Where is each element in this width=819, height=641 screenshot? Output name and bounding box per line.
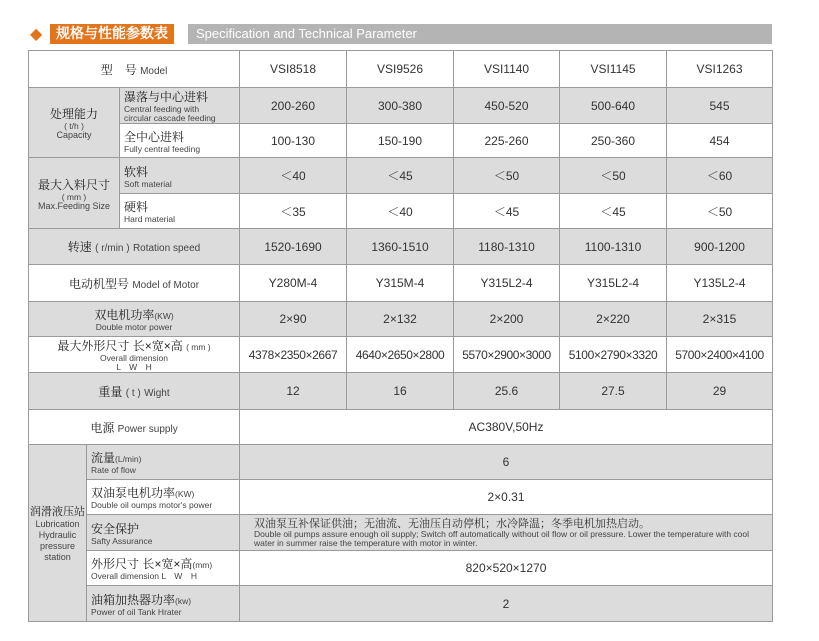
motor-model-label: 电动机型号 Model of Motor xyxy=(29,265,240,302)
feed-hard-cell: ＜35 xyxy=(240,194,347,229)
capacity-central-cell: 100-130 xyxy=(240,124,347,158)
model-label: 型 号 Model xyxy=(29,51,240,88)
row-weight xyxy=(29,373,773,410)
feed-soft-cell: ＜40 xyxy=(240,158,347,194)
dimension-cell: 4640×2650×2800 xyxy=(347,337,454,373)
dimension-cell: 4378×2350×2667 xyxy=(240,337,347,373)
capacity-cascade-cell: 500-640 xyxy=(560,88,667,124)
power-supply-value: AC380V,50Hz xyxy=(240,410,773,445)
model-cell: VSI8518 xyxy=(240,51,347,88)
hyd-flow-value: 6 xyxy=(240,445,773,480)
motor-model-cell: Y315M-4 xyxy=(347,265,454,302)
hyd-heater-value: 2 xyxy=(240,586,773,622)
dimension-label: 最大外形尺寸 长×宽×高 ( mm ) Overall dimension L W H xyxy=(29,337,240,373)
capacity-central-cell: 454 xyxy=(667,124,773,158)
model-cell: VSI1263 xyxy=(667,51,773,88)
feed-soft-label: 软料 Soft material xyxy=(120,158,240,194)
capacity-central-label: 全中心进料 Fully central feeding xyxy=(120,124,240,158)
capacity-label: 处理能力 ( t/h ) Capacity xyxy=(29,88,120,158)
feed-hard-cell: ＜45 xyxy=(560,194,667,229)
max-feed-label: 最大入料尺寸 ( mm ) Max.Feeding Size xyxy=(29,158,120,229)
row-motor-power xyxy=(29,302,773,337)
model-cell: VSI1145 xyxy=(560,51,667,88)
row-hyd-size xyxy=(29,551,773,586)
hyd-pump-value: 2×0.31 xyxy=(240,480,773,515)
weight-cell: 12 xyxy=(240,373,347,410)
feed-hard-label: 硬料 Hard material xyxy=(120,194,240,229)
hyd-heater-label: 油箱加热器功率(kw) Power of oil Tank Hrater xyxy=(87,586,240,622)
feed-soft-cell: ＜50 xyxy=(454,158,560,194)
speed-cell: 1360-1510 xyxy=(347,229,454,265)
capacity-cascade-label: 瀑落与中心进料 Central feeding with circular cascade feeding xyxy=(120,88,240,124)
capacity-cascade-cell: 200-260 xyxy=(240,88,347,124)
diamond-icon: ◆ xyxy=(30,24,43,43)
row-dimension xyxy=(29,337,773,373)
hyd-pump-label: 双油泵电机功率(KW) Double oil oumps motor's power xyxy=(87,480,240,515)
speed-cell: 1100-1310 xyxy=(560,229,667,265)
row-hyd-safety xyxy=(29,515,773,551)
feed-soft-cell: ＜45 xyxy=(347,158,454,194)
speed-cell: 1180-1310 xyxy=(454,229,560,265)
speed-label: 转速 ( r/min ) Rotation speed xyxy=(29,229,240,265)
row-hyd-heater xyxy=(29,586,773,622)
hyd-safety-value: 双油泵互补保证供油；无油流、无油压自动停机；水冷降温；冬季电机加热启动。 Double oil pumps assure enough oil supply; Switch off automatically without oil flow or oil pressure. Lower the temperature with cool water in summer raise the temperature with motor in winter. xyxy=(240,515,773,551)
power-supply-label: 电源 Power supply xyxy=(29,410,240,445)
capacity-cascade-cell: 300-380 xyxy=(347,88,454,124)
row-hyd-pump xyxy=(29,480,773,515)
feed-hard-cell: ＜50 xyxy=(667,194,773,229)
row-hyd-flow xyxy=(29,445,773,480)
title-chinese: 规格与性能参数表 xyxy=(50,24,174,44)
spec-table xyxy=(28,50,773,622)
motor-model-cell: Y280M-4 xyxy=(240,265,347,302)
motor-power-cell: 2×315 xyxy=(667,302,773,337)
motor-model-cell: Y315L2-4 xyxy=(560,265,667,302)
feed-soft-cell: ＜60 xyxy=(667,158,773,194)
row-model xyxy=(29,51,773,88)
model-cell: VSI9526 xyxy=(347,51,454,88)
feed-hard-cell: ＜40 xyxy=(347,194,454,229)
title-bar xyxy=(30,24,772,44)
motor-power-label: 双电机功率(KW) Double motor power xyxy=(29,302,240,337)
speed-cell: 1520-1690 xyxy=(240,229,347,265)
row-feed-hard xyxy=(29,194,773,229)
dimension-cell: 5100×2790×3320 xyxy=(560,337,667,373)
row-capacity-central xyxy=(29,124,773,158)
row-speed xyxy=(29,229,773,265)
row-power-supply xyxy=(29,410,773,445)
capacity-central-cell: 250-360 xyxy=(560,124,667,158)
row-feed-soft xyxy=(29,158,773,194)
motor-model-cell: Y135L2-4 xyxy=(667,265,773,302)
weight-cell: 25.6 xyxy=(454,373,560,410)
feed-soft-cell: ＜50 xyxy=(560,158,667,194)
row-motor-model xyxy=(29,265,773,302)
hyd-size-value: 820×520×1270 xyxy=(240,551,773,586)
row-capacity-cascade xyxy=(29,88,773,124)
motor-model-cell: Y315L2-4 xyxy=(454,265,560,302)
weight-cell: 27.5 xyxy=(560,373,667,410)
motor-power-cell: 2×90 xyxy=(240,302,347,337)
capacity-cascade-cell: 450-520 xyxy=(454,88,560,124)
title-english: Specification and Technical Parameter xyxy=(188,24,772,44)
dimension-cell: 5570×2900×3000 xyxy=(454,337,560,373)
weight-label: 重量 ( t ) Wight xyxy=(29,373,240,410)
model-cell: VSI1140 xyxy=(454,51,560,88)
hydraulic-label: 润滑液压站 Lubrication Hydraulic pressure station xyxy=(29,445,87,622)
capacity-central-cell: 225-260 xyxy=(454,124,560,158)
hyd-size-label: 外形尺寸 长×宽×高(mm) Overall dimension L W H xyxy=(87,551,240,586)
capacity-cascade-cell: 545 xyxy=(667,88,773,124)
weight-cell: 29 xyxy=(667,373,773,410)
motor-power-cell: 2×132 xyxy=(347,302,454,337)
dimension-cell: 5700×2400×4100 xyxy=(667,337,773,373)
speed-cell: 900-1200 xyxy=(667,229,773,265)
hyd-safety-label: 安全保护 Safty Assurance xyxy=(87,515,240,551)
motor-power-cell: 2×220 xyxy=(560,302,667,337)
feed-hard-cell: ＜45 xyxy=(454,194,560,229)
hyd-flow-label: 流量(L/min) Rate of flow xyxy=(87,445,240,480)
motor-power-cell: 2×200 xyxy=(454,302,560,337)
weight-cell: 16 xyxy=(347,373,454,410)
capacity-central-cell: 150-190 xyxy=(347,124,454,158)
